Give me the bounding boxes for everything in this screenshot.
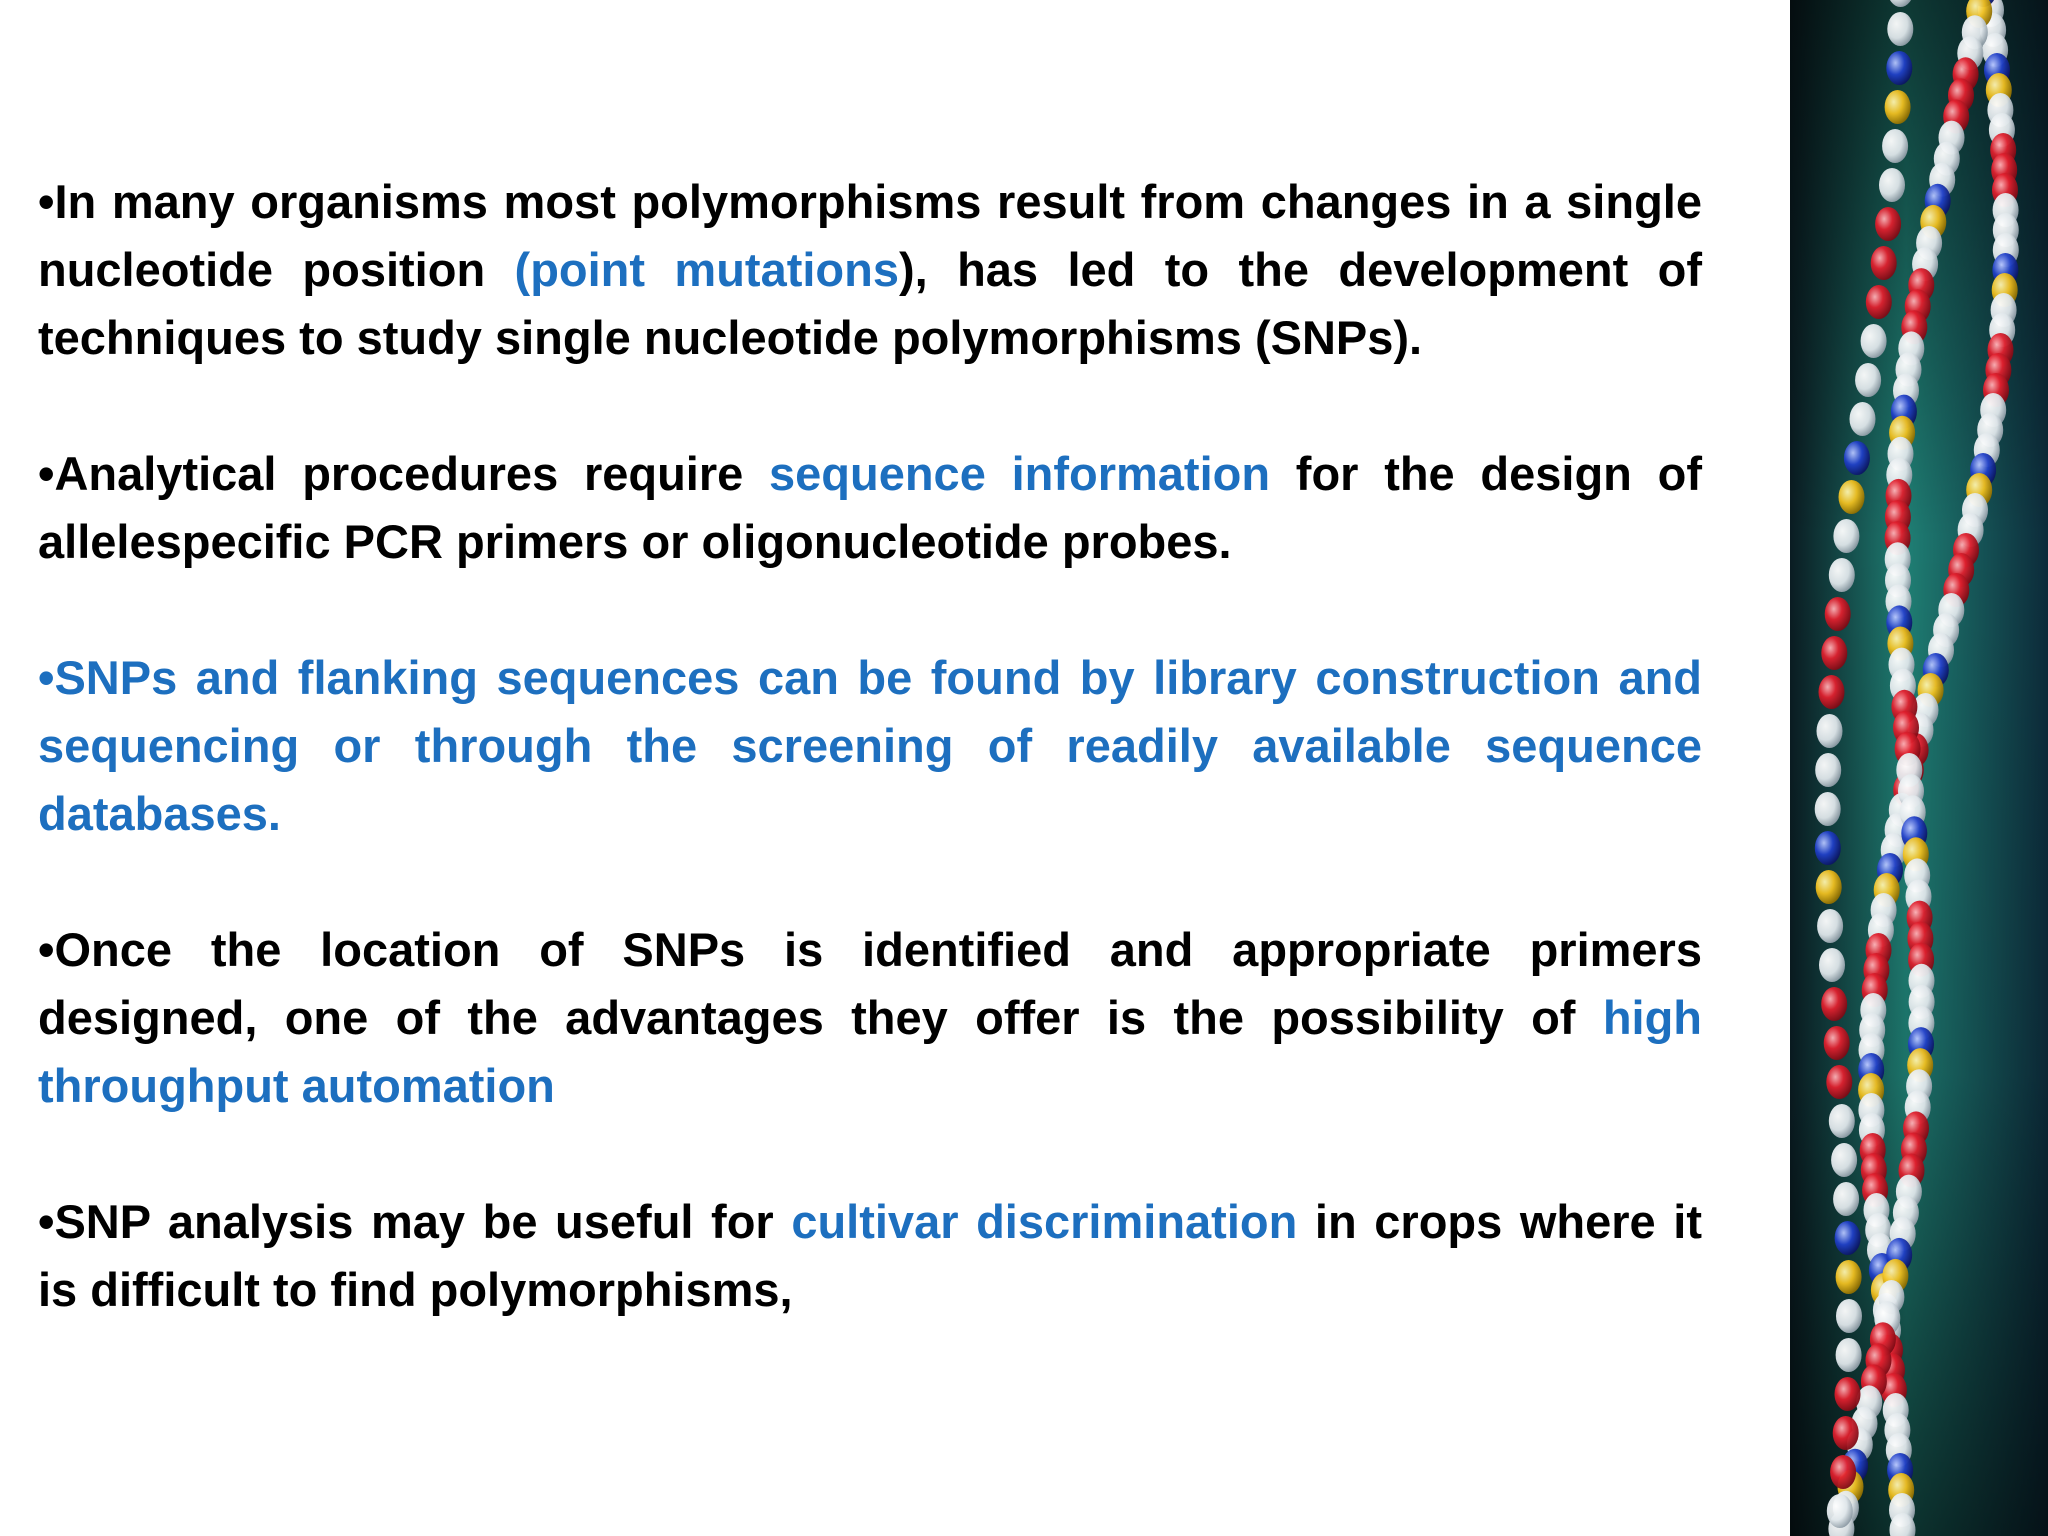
bullet-sequence-information: [38, 440, 1702, 576]
bullet-4-text-a: •Once the location of SNPs is identified and appropriate primers designed, one of the advantages they offer is the possibility of: [38, 923, 1702, 1044]
bullet-5-highlight: cultivar discrimination: [791, 1195, 1298, 1248]
bullet-2-text-a: •Analytical procedures require: [38, 447, 770, 500]
slide-body: [38, 168, 1702, 1324]
bullet-1-text-a: •In many organisms most polymorphisms result from changes in a single nucleotide position: [38, 175, 1702, 296]
bullet-point-mutations: [38, 168, 1702, 372]
bullet-high-throughput: [38, 916, 1702, 1120]
bullet-1-text-b: ), has led to the development of techniques to study single nucleotide polymorphisms (SNPs).: [38, 243, 1703, 364]
bullet-5-text-a: •SNP analysis may be useful for: [38, 1195, 792, 1248]
bullet-2-text-b: for the design of allelespecific PCR primers or oligonucleotide probes.: [38, 447, 1702, 568]
dna-strand-image: [1790, 0, 2048, 1536]
bullet-1-highlight: (point mutations: [514, 243, 899, 296]
bullet-5-text-b: in crops where it is difficult to find polymorphisms,: [38, 1195, 1702, 1316]
bullet-4-highlight: high throughput automation: [38, 991, 1702, 1112]
bullet-3-highlight: •SNPs and flanking sequences can be found by library construction and sequencing or through the screening of readily available sequence databases.: [38, 651, 1702, 840]
bullet-cultivar-discrimination: [38, 1188, 1702, 1324]
bullet-2-highlight: sequence information: [769, 447, 1271, 500]
bullet-flanking-sequences: [38, 644, 1702, 848]
